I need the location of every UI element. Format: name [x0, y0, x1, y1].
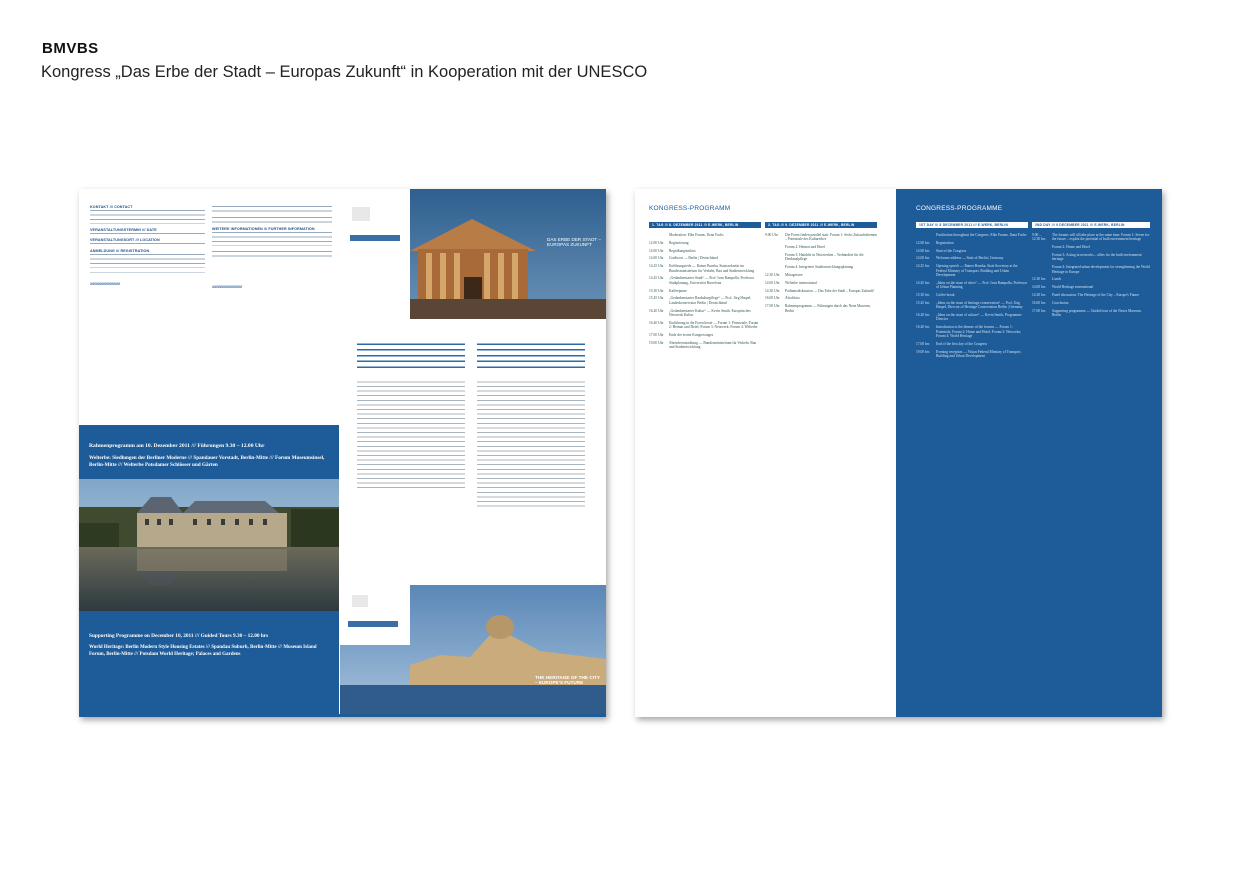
schedule-description: Abschluss	[785, 296, 800, 301]
schedule-row	[1032, 233, 1150, 242]
schedule-row	[649, 233, 761, 237]
contact-heading: KONTAKT /// CONTACT	[90, 205, 133, 209]
schedule-description: „Gedankenstarter Kultur“ — Kevin Smith, Europäisches Netzwerk Kultur	[669, 308, 751, 317]
schedule-time: 16.40 hrs	[916, 325, 930, 330]
programme-title-en: CONGRESS-PROGRAMME	[916, 205, 1003, 212]
schedule-row	[765, 245, 877, 249]
divider-dots: //////////////////////////////////////////	[212, 284, 242, 289]
schedule-time: 14.00 Uhr	[649, 256, 664, 261]
schedule-description: Supporting programme — Guided tour of the Neues Museum, Berlin	[1052, 308, 1142, 317]
schedule-description: Forum 3: Handeln in Netzwerken – Verbündete für die Denkmalpflege	[785, 253, 864, 262]
schedule-row	[1032, 309, 1150, 318]
schedule-time: 14.30 Uhr	[765, 288, 780, 293]
schedule-time: 9.00 Uhr	[765, 233, 778, 237]
date-heading: VERANSTALTUNGSTERMIN /// DATE	[90, 228, 157, 232]
schedule-row	[916, 241, 1028, 245]
schedule-time: 15.30 Uhr	[649, 288, 664, 293]
schedule-time: 9.00 – 12.30 hrs	[1032, 233, 1046, 242]
schedule-description: Start of the Congress	[936, 248, 967, 253]
schedule-time: 19.00 Uhr	[649, 340, 664, 345]
schedule-row	[765, 253, 877, 262]
left-sheet-flyer	[79, 189, 606, 717]
schedule-day2-de	[765, 233, 877, 316]
schedule-row	[916, 325, 1028, 338]
schedule-row	[649, 256, 761, 260]
schedule-time: 16.00 hrs	[1032, 300, 1046, 305]
day1-bar-de: 1. TAG /// 8. DEZEMBER 2011 /// E-WERK, BERLIN	[649, 222, 761, 228]
schedule-time: 16.40 Uhr	[649, 320, 664, 325]
schedule-description: Introduction to the themes of the forums — Forum 1: Potentials; Forum 2: Home and Hotel; Forum 3: Networks; Forum 4: World Heritage	[936, 325, 1022, 339]
museum-overlay-title: DAS ERBE DER STADT – EUROPAS ZUKUNFT	[547, 237, 601, 248]
schedule-time: 14.00 Uhr	[649, 248, 664, 253]
registration-text	[90, 253, 205, 275]
schedule-time: 16.20 hrs	[916, 313, 930, 317]
schedule-description: Begrüßungsimbiss	[669, 248, 696, 253]
schedule-row	[649, 341, 761, 350]
schedule-day1-de	[649, 233, 761, 353]
schedule-time: 19.00 hrs	[916, 349, 930, 354]
schedule-row	[1032, 293, 1150, 297]
schedule-day1-en	[916, 233, 1028, 362]
supporting-programme-de-heading: Rahmenprogramm am 10. Dezember 2011 /// Führungen 9.30 – 12.00 Uhr	[89, 443, 265, 449]
schedule-description: Evening reception — Vision Federal Ministry of Transport, Building and Urban Development	[936, 349, 1022, 359]
schedule-description: Mittagessen	[785, 273, 803, 277]
schedule-description: The forums will all take place at the same time. Forum 1: Seven for the future – exploit the potential of built environment heritage	[1052, 233, 1150, 242]
schedule-time	[1032, 245, 1049, 249]
contact-text	[90, 209, 205, 226]
schedule-row	[916, 342, 1028, 346]
schedule-row	[649, 321, 761, 330]
schedule-description: End of the first day of the Congress	[936, 341, 988, 346]
schedule-description: Conclusion	[1052, 300, 1069, 305]
schedule-row	[649, 296, 761, 305]
schedule-description: Die Foren finden parallel statt. Forum 1: Sechs Zukunftsthemen – Potenziale des Kulturerbes	[785, 233, 877, 242]
schedule-description: „Gedankenstarter Baukulturpflege“ — Prof. Jörg Haspel, Landeskonservator Berlin | Deutschland	[669, 296, 752, 305]
schedule-row	[649, 249, 761, 253]
programme-title-de: KONGRESS-PROGRAMM	[649, 205, 731, 212]
schedule-time: 14.30 hrs	[1032, 293, 1046, 297]
schedule-description: Facilitation throughout the Congress: Elke Frauns, Ilona Fuchs	[936, 233, 1027, 237]
schedule-time: 16.20 Uhr	[649, 308, 664, 313]
brand-title: BMVBS	[42, 40, 99, 57]
schedule-time: 12.30 Uhr	[765, 273, 780, 277]
further-info-block	[212, 205, 332, 289]
further-info-text	[212, 231, 332, 248]
schedule-time: 15.45 hrs	[916, 300, 930, 305]
schedule-row	[649, 241, 761, 245]
schedule-row	[916, 281, 1028, 290]
contact-block	[90, 205, 205, 286]
supporting-programme-en-heading: Supporting Programme on December 10, 2011 /// Guided Tours 9.30 – 12.00 hrs	[89, 633, 269, 639]
schedule-description: Welcome address — State of Berlin | Germany	[936, 256, 1004, 261]
schedule-row	[765, 296, 877, 300]
schedule-description: Abendveranstaltung — Bundesministerium für Verkehr, Bau und Stadtentwicklung	[669, 340, 757, 350]
schedule-row	[1032, 265, 1150, 274]
registration-heading: ANMELDUNG /// REGISTRATION	[90, 249, 150, 253]
day2-bar-en: 2ND DAY /// 9 DECEMBER 2011 /// E-WERK, BERLIN	[1032, 222, 1150, 228]
schedule-time: 14.45 Uhr	[649, 276, 664, 281]
schedule-description: Panel discussion: The Heritage of the City – Europe's Future	[1052, 293, 1140, 297]
schedule-description: „Ideas on the issue of heritage conservation“ — Prof. Jörg Haspel, Director of Heritage Conservation Berlin | Germany	[936, 300, 1023, 310]
day1-bar-en: 1ST DAY /// 8 DECEMBER 2011 /// E-WERK, BERLIN	[916, 222, 1028, 228]
schedule-row	[765, 281, 877, 285]
museum-photo	[340, 189, 606, 319]
schedule-description: Forum 3: Acting in networks – allies for the built environment heritage	[1052, 253, 1142, 262]
schedule-row	[765, 233, 877, 242]
schedule-row	[916, 256, 1028, 260]
schedule-time	[1032, 265, 1049, 274]
schedule-time	[916, 233, 933, 237]
schedule-description: Grußwort — Berlin | Deutschland	[669, 256, 718, 261]
schedule-description: Podiumsdiskussion — Das Erbe der Stadt – Europas Zukunft!	[785, 288, 875, 293]
schedule-row	[649, 289, 761, 293]
schedule-description: Forum 4: Integrierte Stadtentwicklungsplanung	[785, 265, 854, 270]
schedule-row	[765, 289, 877, 293]
schedule-row	[765, 265, 877, 269]
schedule-time: 12.00 Uhr	[649, 240, 664, 245]
schedule-time: 17.00 hrs	[916, 341, 930, 346]
intro-text	[212, 205, 332, 214]
schedule-time: 17.00 Uhr	[765, 304, 780, 309]
schedule-time: 14.45 hrs	[916, 280, 930, 285]
participation-text	[212, 216, 332, 225]
photo-caption	[351, 327, 352, 331]
intro-column-de	[357, 342, 465, 492]
schedule-description: Opening speech — Rainer Bomba, State Secretary at the Federal Ministry of Transport, Building and Urban Development	[936, 264, 1018, 277]
schedule-row	[649, 309, 761, 318]
right-sheet-programme	[635, 189, 1162, 717]
schedule-description: Kaffeepause	[669, 288, 687, 293]
schedule-time	[1032, 253, 1049, 262]
schedule-time: 14.00 hrs	[916, 256, 930, 261]
schedule-time	[649, 233, 666, 237]
schedule-time: 14.25 hrs	[916, 264, 930, 269]
schedule-day2-en	[1032, 233, 1150, 321]
harbour-overlay-title: THE HERITAGE OF THE CITY – EUROPE'S FUTURE	[535, 675, 600, 686]
harbour-city-photo	[340, 585, 606, 717]
schedule-description: Registrierung	[669, 240, 689, 245]
schedule-description: Rahmenprogramm — Führungen durch das Neue Museum, Berlin	[785, 304, 871, 313]
schedule-row	[649, 264, 761, 273]
schedule-description: Lunch	[1052, 277, 1062, 282]
schedule-time: 12.30 hrs	[1032, 277, 1046, 282]
bottom-bar	[79, 714, 606, 717]
intro-column-en	[477, 342, 585, 508]
schedule-time: 15.30 hrs	[916, 293, 930, 297]
schedule-time	[765, 253, 782, 262]
supporting-programme-en-detail: World Heritage: Berlin Modern Style Housing Estates /// Spandau Suburb, Berlin-Mitte /// Museum Island Forum, Berlin-Mitte /// Potsdam World Heritage; Palaces and Gardens	[89, 645, 317, 657]
schedule-time: 14.00 hrs	[1032, 285, 1046, 290]
day2-bar-de: 2. TAG /// 9. DEZEMBER 2011 /// E-WERK, BERLIN	[765, 222, 877, 228]
schedule-description: Eröffnungsrede — Rainer Bomba, Staatssekretär im Bundesministerium für Verkehr, Bau und Stadtentwicklung	[669, 264, 755, 273]
schedule-row	[916, 293, 1028, 297]
schedule-row	[1032, 285, 1150, 289]
divider-dots: //////////////////////////////////////////	[90, 281, 120, 286]
schedule-row	[916, 313, 1028, 322]
location-heading: VERANSTALTUNGSORT /// LOCATION	[90, 238, 160, 242]
schedule-time: 15.45 Uhr	[649, 296, 664, 301]
schedule-description: Ende der ersten Kongresstages	[669, 333, 714, 337]
schedule-row	[916, 264, 1028, 277]
schedule-description: Forum 4: Integrated urban development for strengthening the World Heritage in Europe	[1052, 265, 1150, 274]
schedule-row	[1032, 277, 1150, 281]
schedule-time: 17.00 hrs	[1032, 308, 1046, 313]
info-text-en	[212, 250, 332, 259]
schedule-description: Welterbe international	[785, 280, 817, 285]
schedule-row	[649, 276, 761, 285]
schedule-row	[1032, 245, 1150, 249]
schedule-description: Moderation: Elke Frauns, Ilona Fuchs	[669, 233, 724, 237]
schedule-row	[1032, 253, 1150, 262]
schedule-row	[916, 301, 1028, 310]
schedule-time: 14.25 Uhr	[649, 264, 664, 269]
schedule-row	[916, 249, 1028, 253]
schedule-description: Forum 2: Heimat und Hotel	[785, 245, 825, 250]
schedule-description: Einführung in die Foren heute — Forum 1: Potenziale; Forum 2: Heimat und Hotel; Forum 3: Netzwerk; Forum 4: Welterbe	[669, 320, 759, 330]
schedule-time: 16.00 Uhr	[765, 296, 780, 301]
supporting-programme-de-detail: Welterbe: Siedlungen der Berliner Moderne /// Spandauer Vorstadt, Berlin-Mitte /// Forum Museumsinsel, Berlin-Mitte /// Welterbe Potsdamer Schlösser und Gärten	[89, 455, 325, 468]
schedule-row	[649, 333, 761, 337]
schedule-description: „Ideas on the issue of cities“ — Prof. Ivan Rampolla, Professor of Urban Planning	[936, 280, 1028, 290]
schedule-description: Registration	[936, 240, 954, 245]
schedule-time: 14.00 Uhr	[765, 280, 780, 285]
castle-photo	[79, 479, 339, 611]
page-title: Kongress „Das Erbe der Stadt – Europas Zukunft“ in Kooperation mit der UNESCO	[41, 63, 648, 81]
schedule-row	[916, 350, 1028, 359]
schedule-time: 17.00 Uhr	[649, 333, 664, 337]
schedule-time	[765, 265, 782, 269]
schedule-row	[765, 304, 877, 313]
schedule-time: 14.00 hrs	[916, 248, 930, 253]
date-text	[90, 232, 205, 236]
schedule-description: World Heritage international	[1052, 285, 1094, 290]
further-info-heading: WEITERE INFORMATIONEN /// FURTHER INFORMATION	[212, 227, 315, 231]
schedule-description: „Gedankenstarter Stadt“ — Prof. Ivan Rampolla, Professor Stadtplanung, Universität Barcelona	[669, 276, 755, 285]
schedule-row	[1032, 301, 1150, 305]
schedule-time: 12.00 hrs	[916, 240, 930, 245]
schedule-time	[765, 245, 782, 249]
schedule-description: Forum 2: Home and Hotel	[1052, 245, 1090, 250]
schedule-description: „Ideas on the issue of culture“ — Kevin Smith, Programme Director	[936, 313, 1022, 322]
location-text	[90, 242, 205, 247]
schedule-row	[916, 233, 1028, 237]
schedule-description: Coffee break	[936, 293, 955, 297]
schedule-row	[765, 273, 877, 277]
